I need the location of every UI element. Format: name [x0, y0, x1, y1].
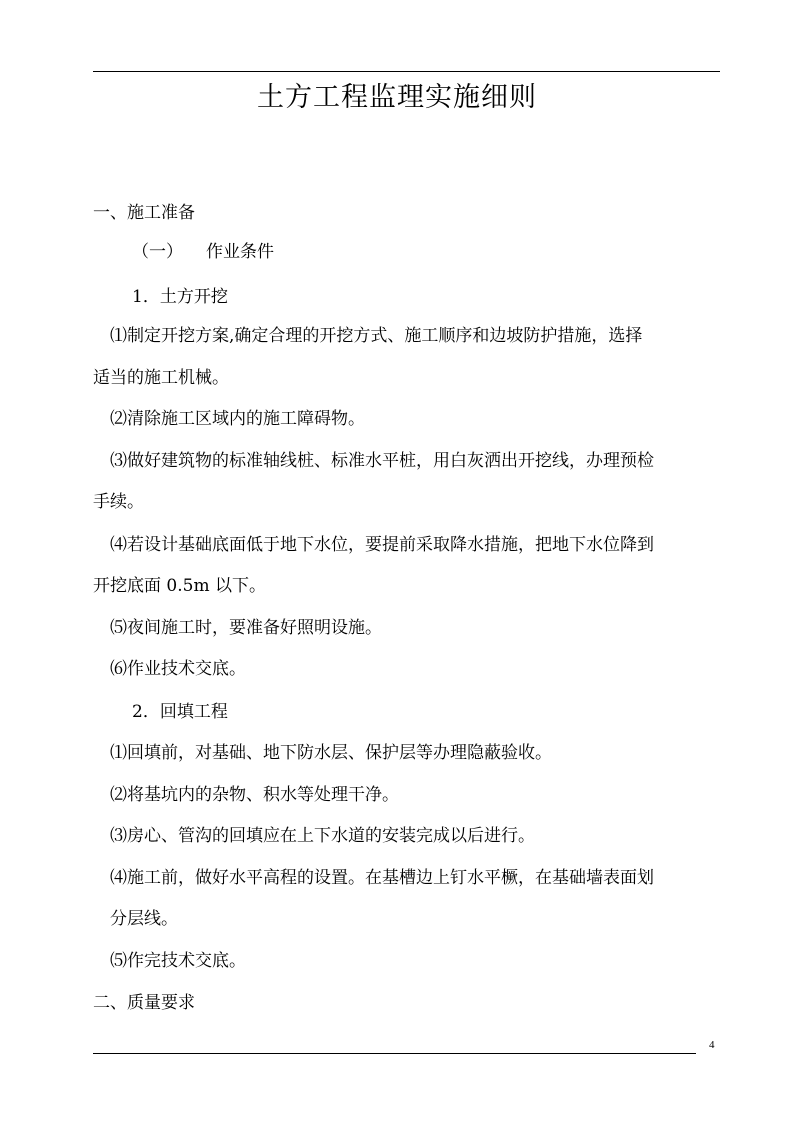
fill-paragraph-4-line-2: 分层线。	[110, 909, 178, 929]
paragraph-3-line-2: 手续。	[93, 492, 144, 512]
paragraph-4-line-2: 开挖底面 0.5m 以下。	[93, 576, 266, 596]
paragraph-1-line-2: 适当的施工机械。	[93, 368, 229, 388]
paragraph-5: ⑸夜间施工时，要准备好照明设施。	[110, 618, 382, 638]
fill-paragraph-1: ⑴回填前，对基础、地下防水层、保护层等办理隐蔽验收。	[110, 743, 552, 763]
fill-paragraph-2: ⑵将基坑内的杂物、积水等处理干净。	[110, 785, 399, 805]
section-heading-2: 二、质量要求	[93, 993, 195, 1013]
page-number: 4	[709, 1039, 715, 1051]
subsection-label: 作业条件	[206, 242, 274, 262]
subsection-number: （一）	[132, 242, 183, 262]
document-title: 土方工程监理实施细则	[257, 82, 537, 113]
section-heading-1: 一、施工准备	[93, 203, 195, 223]
header-rule	[93, 71, 720, 72]
paragraph-6: ⑹作业技术交底。	[110, 659, 246, 679]
paragraph-1-line-1: ⑴制定开挖方案,确定合理的开挖方式、施工顺序和边坡防护措施，选择	[110, 326, 643, 346]
fill-paragraph-3: ⑶房心、管沟的回填应在上下水道的安装完成以后进行。	[110, 826, 535, 846]
item-heading-1: 1．土方开挖	[132, 287, 228, 307]
paragraph-2: ⑵清除施工区域内的施工障碍物。	[110, 409, 365, 429]
footer-rule	[93, 1053, 696, 1054]
paragraph-4-line-1: ⑷若设计基础底面低于地下水位，要提前采取降水措施，把地下水位降到	[110, 535, 654, 555]
paragraph-3-line-1: ⑶做好建筑物的标准轴线桩、标准水平桩，用白灰洒出开挖线，办理预检	[110, 451, 654, 471]
item-heading-2: 2．回填工程	[132, 702, 228, 722]
fill-paragraph-4-line-1: ⑷施工前，做好水平高程的设置。在基槽边上钉水平橛，在基础墙表面划	[110, 868, 654, 888]
fill-paragraph-5: ⑸作完技术交底。	[110, 951, 246, 971]
